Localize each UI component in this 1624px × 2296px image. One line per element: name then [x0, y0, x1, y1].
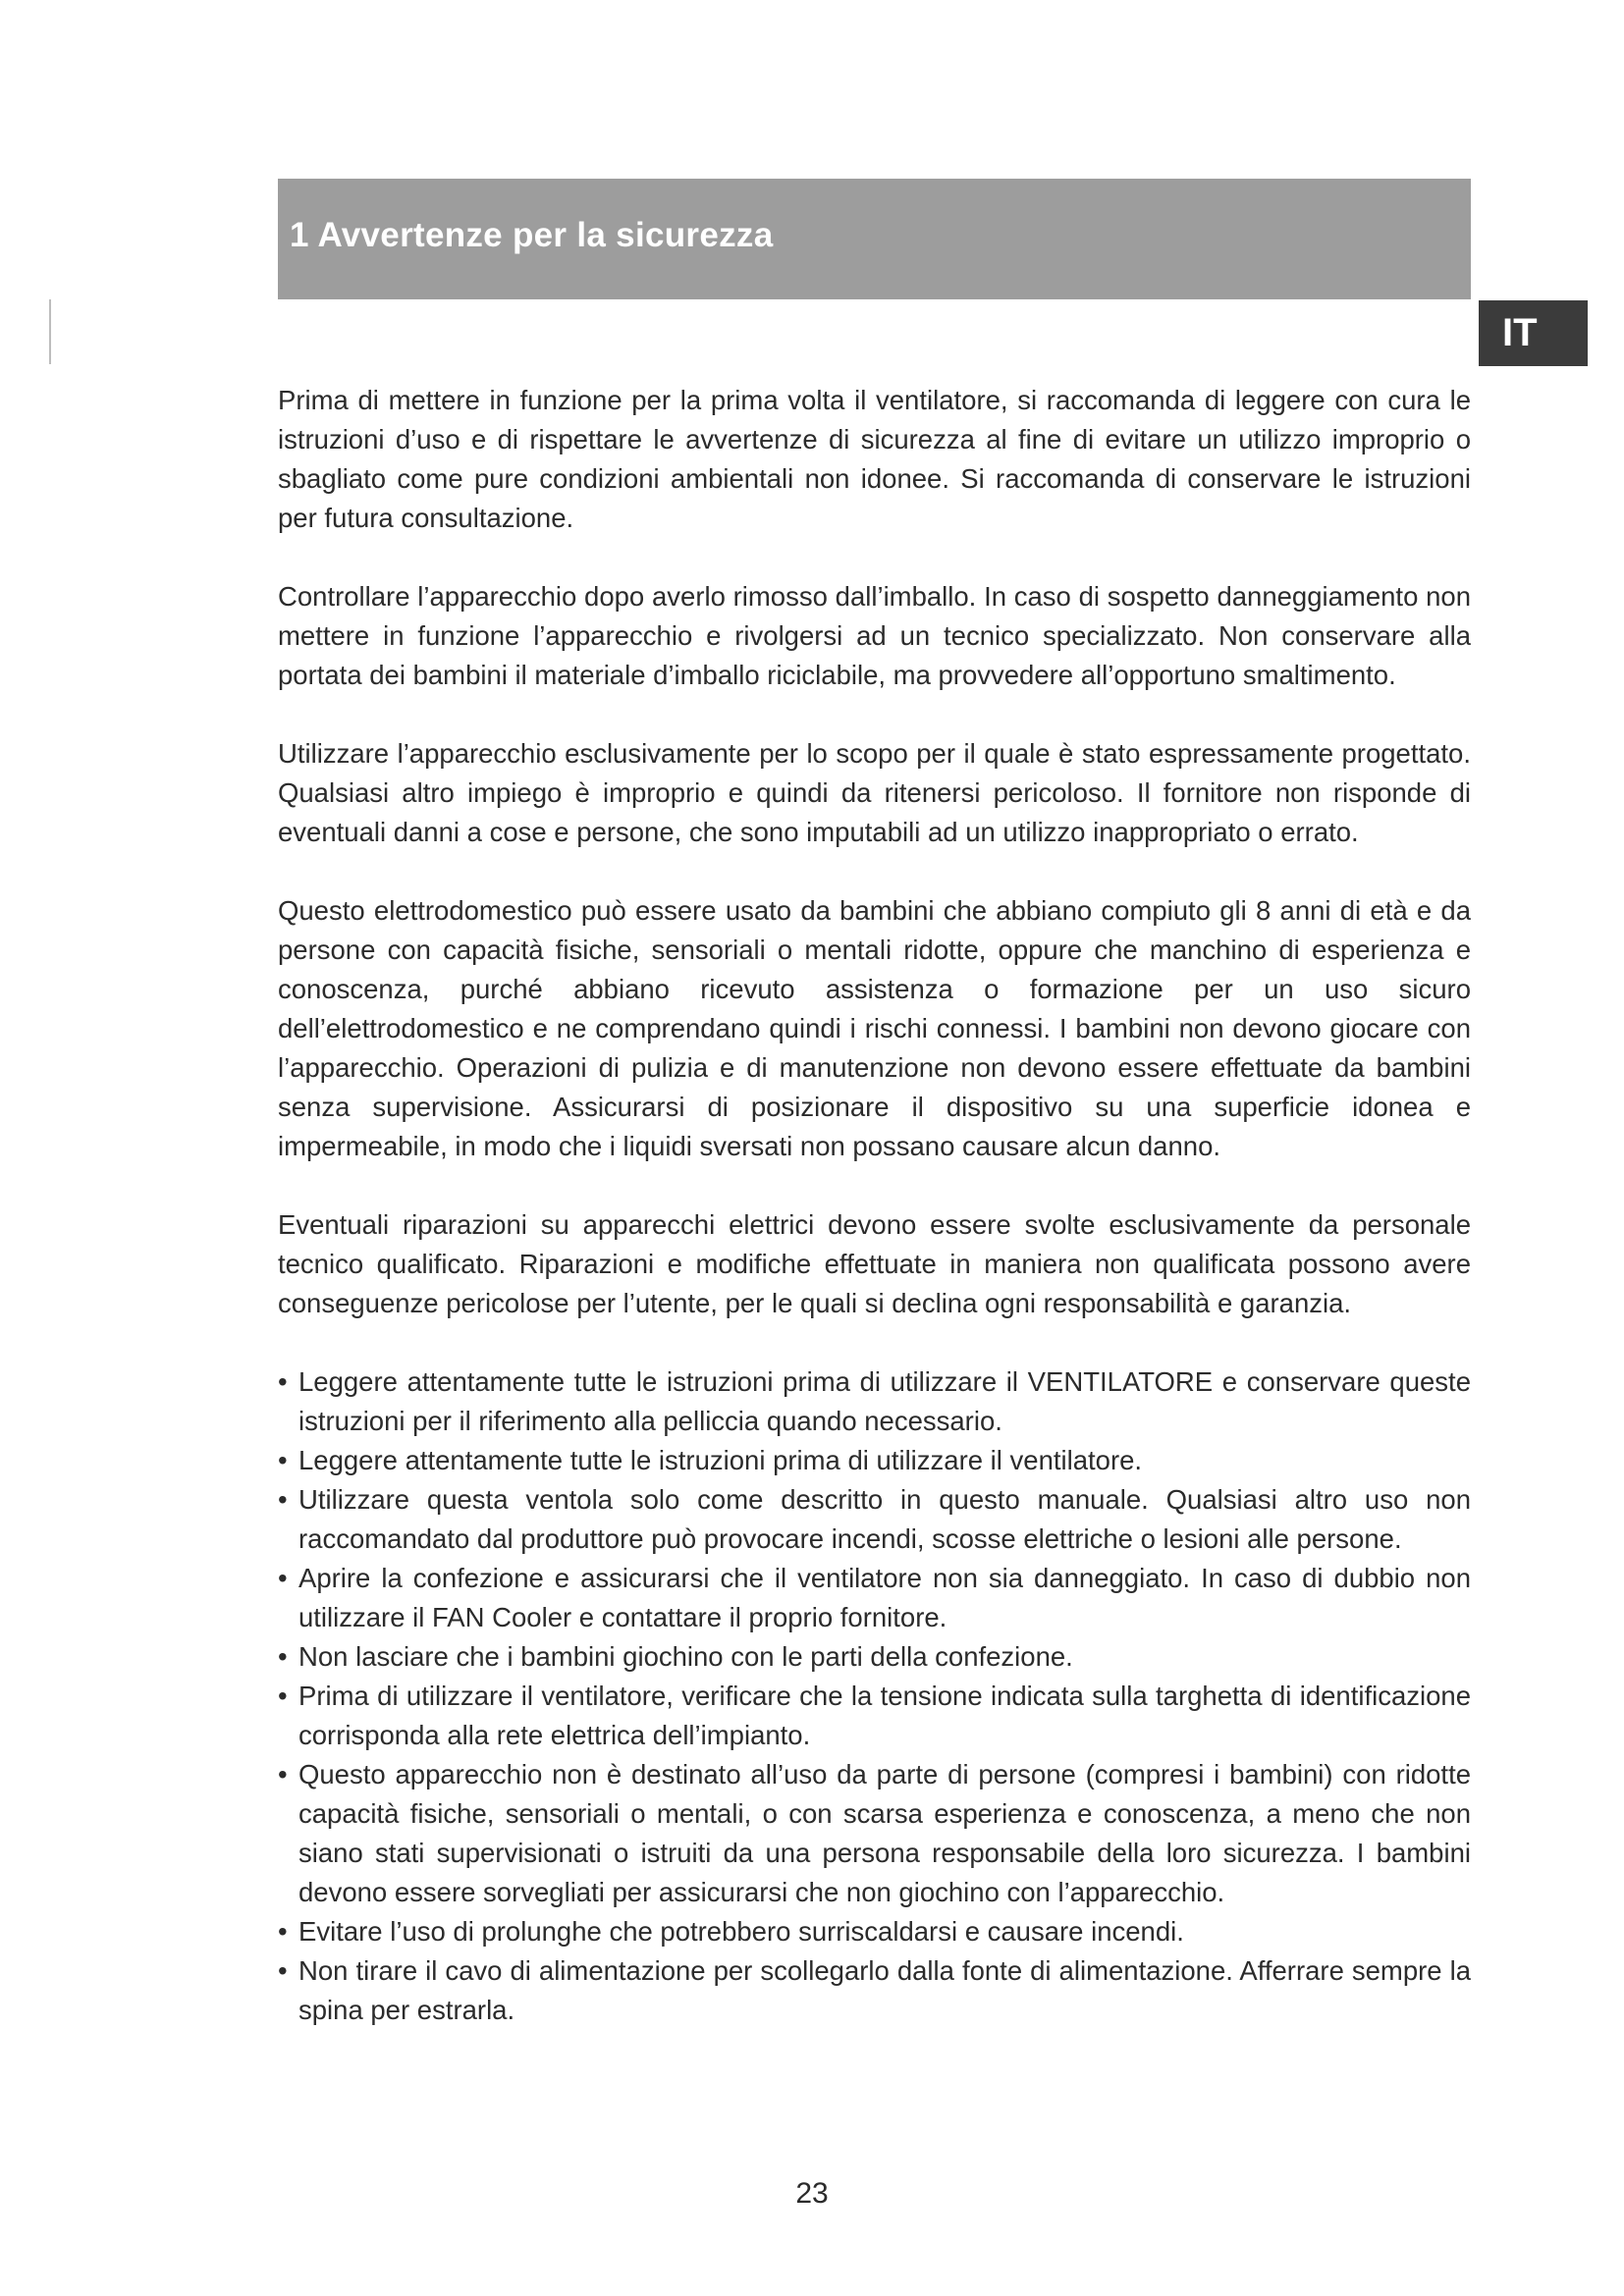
margin-rule	[49, 299, 51, 364]
list-item	[278, 1951, 1471, 2030]
list-item	[278, 1637, 1471, 1677]
paragraph-repairs: Eventuali riparazioni su apparecchi elettrici devono essere svolte esclusivamente da personale tecnico qualificato. Riparazioni e modifiche effettuate in maniera non qualificata possono avere conseguenze pericolose per l’utente, per le quali si declina ogni responsabilità e garanzia.	[278, 1209, 1471, 1318]
bullet-icon: •	[278, 1366, 288, 1397]
list-item-text: Leggere attentamente tutte le istruzioni prima di utilizzare il ventilatore.	[298, 1445, 1143, 1475]
list-item	[278, 1559, 1471, 1637]
list-item-text: Aprire la confezione e assicurarsi che il ventilatore non sia danneggiato. In caso di dubbio non utilizzare il FAN Cooler e contattare il proprio fornitore.	[298, 1563, 1471, 1632]
document-body	[278, 381, 1471, 2030]
page-number: 23	[795, 2177, 829, 2210]
paragraph-intro: Prima di mettere in funzione per la prima volta il ventilatore, si raccomanda di leggere con cura le istruzioni d’uso e di rispettare le avvertenze di sicurezza al fine di evitare un utilizzo improprio o sbagliato come pure condizioni ambientali non idonee. Si raccomanda di conservare le istruzioni per futura consultazione.	[278, 385, 1471, 533]
list-item-text: Utilizzare questa ventola solo come descritto in questo manuale. Qualsiasi altro uso non raccomandato dal produttore può provocare incendi, scosse elettriche o lesioni alle persone.	[298, 1484, 1471, 1554]
list-item	[278, 1480, 1471, 1559]
bullet-icon: •	[278, 1484, 288, 1515]
list-item-text: Leggere attentamente tutte le istruzioni prima di utilizzare il VENTILATORE e conservare queste istruzioni per il riferimento alla pelliccia quando necessario.	[298, 1366, 1471, 1436]
language-tab: IT	[1479, 300, 1588, 366]
list-item-text: Non tirare il cavo di alimentazione per scollegarlo dalla fonte di alimentazione. Afferrare sempre la spina per estrarla.	[298, 1955, 1471, 2025]
bullet-icon: •	[278, 1759, 288, 1789]
bullet-icon: •	[278, 1445, 288, 1475]
bullet-icon: •	[278, 1916, 288, 1947]
list-item	[278, 1912, 1471, 1951]
list-item	[278, 1362, 1471, 1441]
section-title: 1 Avvertenze per la sicurezza	[290, 215, 774, 254]
paragraph-packaging: Controllare l’apparecchio dopo averlo rimosso dall’imballo. In caso di sospetto danneggiamento non mettere in funzione l’apparecchio e rivolgersi ad un tecnico specializzato. Non conservare alla portata dei bambini il materiale d’imballo riciclabile, ma provvedere all’opportuno smaltimento.	[278, 581, 1471, 690]
bullet-icon: •	[278, 1641, 288, 1672]
list-item-text: Evitare l’uso di prolunghe che potrebbero surriscaldarsi e causare incendi.	[298, 1916, 1184, 1947]
list-item	[278, 1677, 1471, 1755]
safety-bullet-list	[278, 1362, 1471, 2030]
bullet-icon: •	[278, 1955, 288, 1986]
paragraph-intended-use: Utilizzare l’apparecchio esclusivamente per lo scopo per il quale è stato espressamente progettato. Qualsiasi altro impiego è improprio e quindi da ritenersi pericoloso. Il fornitore non risponde di eventuali danni a cose e persone, che sono imputabili ad un utilizzo inappropriato o errato.	[278, 738, 1471, 847]
bullet-icon: •	[278, 1563, 288, 1593]
list-item-text: Non lasciare che i bambini giochino con le parti della confezione.	[298, 1641, 1073, 1672]
list-item-text: Questo apparecchio non è destinato all’uso da parte di persone (compresi i bambini) con ridotte capacità fisiche, sensoriali o mentali, o con scarsa esperienza e conoscenza, a meno che non siano stati supervisionati o istruiti da una persona responsabile della loro sicurezza. I bambini devono essere sorvegliati per assicurarsi che non giochino con l’apparecchio.	[298, 1759, 1471, 1907]
list-item	[278, 1441, 1471, 1480]
section-header-bar	[278, 179, 1471, 299]
list-item-text: Prima di utilizzare il ventilatore, verificare che la tensione indicata sulla targhetta di identificazione corrisponda alla rete elettrica dell’impianto.	[298, 1681, 1471, 1750]
list-item	[278, 1755, 1471, 1912]
paragraph-children: Questo elettrodomestico può essere usato da bambini che abbiano compiuto gli 8 anni di età e da persone con capacità fisiche, sensoriali o mentali ridotte, oppure che manchino di esperienza e conoscenza, purché abbiano ricevuto assistenza o formazione per un uso sicuro dell’elettrodomestico e ne comprendano quindi i rischi connessi. I bambini non devono giocare con l’apparecchio. Operazioni di pulizia e di manutenzione non devono essere effettuate da bambini senza supervisione. Assicurarsi di posizionare il dispositivo su una superficie idonea e impermeabile, in modo che i liquidi sversati non possano causare alcun danno.	[278, 895, 1471, 1161]
bullet-icon: •	[278, 1681, 288, 1711]
